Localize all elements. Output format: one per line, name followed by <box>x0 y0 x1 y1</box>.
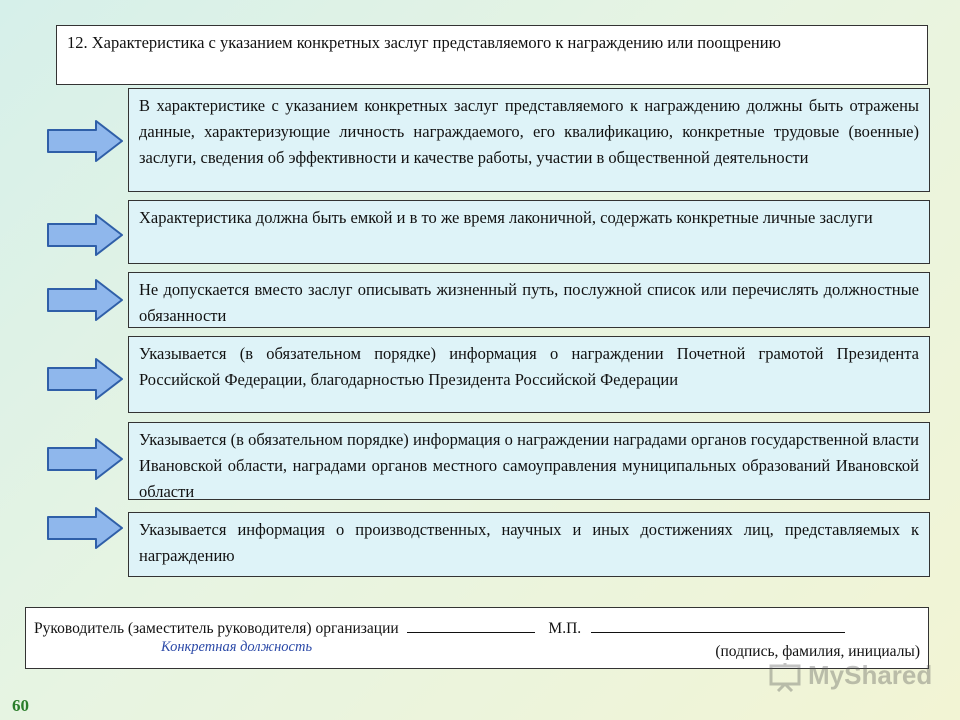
stamp-label: М.П. <box>548 620 582 637</box>
info-text: Характеристика должна быть емкой и в то же время лаконичной, содержать конкретные личные заслуги <box>139 208 873 227</box>
signature-hint: (подпись, фамилия, инициалы) <box>715 643 920 660</box>
arrow-right-icon <box>46 119 124 163</box>
signatory-label: Руководитель (заместитель руководителя) организации <box>34 620 399 637</box>
section-title-box <box>56 25 928 85</box>
arrow-right-icon <box>46 357 124 401</box>
info-box-1 <box>128 88 930 192</box>
info-box-5 <box>128 422 930 500</box>
section-title: 12. Характеристика с указанием конкретных заслуг представляемого к награждению или поощрению <box>67 33 781 52</box>
signature-line <box>34 618 845 638</box>
info-text: Указывается (в обязательном порядке) информация о награждении наградами органов государственной власти Ивановской области, наградами органов местного самоуправления муниципальных образований Ивановской области <box>139 430 919 501</box>
presentation-board-icon <box>768 662 802 692</box>
arrow-right-icon <box>46 213 124 257</box>
arrow-right-icon <box>46 506 124 550</box>
page-number: 60 <box>12 696 29 715</box>
watermark-logo: MyShared <box>808 660 933 690</box>
position-blank <box>407 618 535 633</box>
info-box-4 <box>128 336 930 413</box>
arrow-right-icon <box>46 278 124 322</box>
info-text: Не допускается вместо заслуг описывать жизненный путь, послужной список или перечислять должностные обязанности <box>139 280 919 325</box>
signature-block <box>25 607 929 669</box>
position-hint: Конкретная должность <box>161 639 313 655</box>
info-text: В характеристике с указанием конкретных заслуг представляемого к награждению должны быть отражены данные, характеризующие личность награждаемого, его квалификацию, конкретные трудовые (военные) заслуги, сведения об эффективности и качестве работы, участии в общественной деятельности <box>139 96 919 167</box>
info-text: Указывается информация о производственных, научных и иных достижениях лиц, представляемых к награждению <box>139 520 919 565</box>
info-box-2 <box>128 200 930 264</box>
info-box-6 <box>128 512 930 577</box>
signature-blank <box>591 618 845 633</box>
arrow-right-icon <box>46 437 124 481</box>
info-text: Указывается (в обязательном порядке) информация о награждении Почетной грамотой Президента Российской Федерации, благодарностью Президента Российской Федерации <box>139 344 919 389</box>
info-box-3 <box>128 272 930 328</box>
